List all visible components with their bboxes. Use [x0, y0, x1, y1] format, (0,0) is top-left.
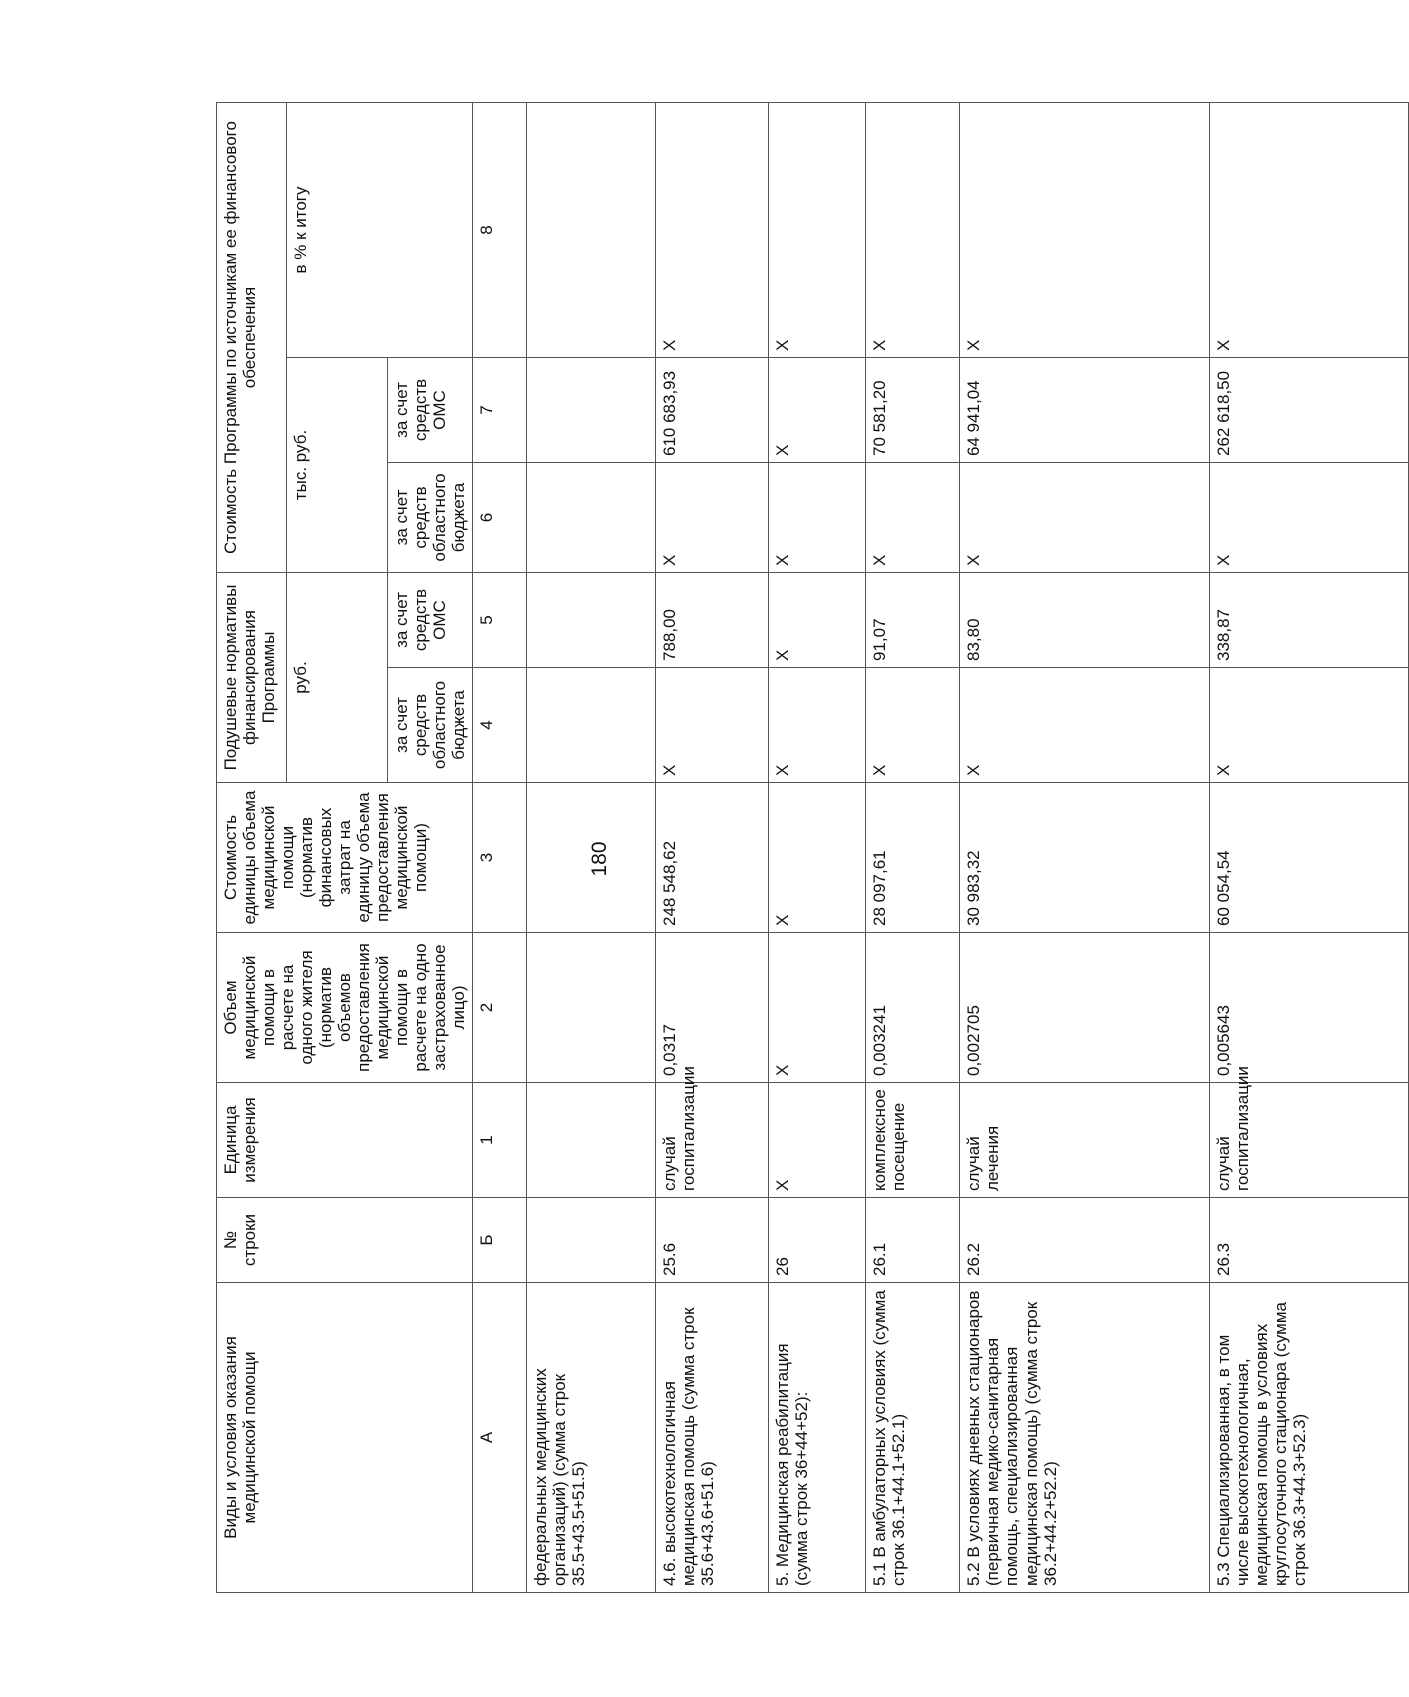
index-cell: А: [473, 1283, 526, 1593]
cell-volume: 0,002705: [960, 933, 1209, 1083]
cell-unit-cost: X: [769, 783, 865, 933]
header-unit-cost: Стоимость единицы объема медицинской помощи (норматив финансовых затрат на единицу объема предоставления медицинской помощи): [217, 783, 473, 933]
index-cell: 6: [473, 463, 526, 573]
cell-cost-oms: 70 581,20: [865, 358, 960, 463]
table-header: [217, 102, 473, 1592]
header-program-cost: Стоимость Программы по источникам ее финансового обеспечения: [217, 102, 287, 572]
row-number: 26.3: [1209, 1198, 1409, 1283]
index-cell: 4: [473, 668, 526, 783]
cell-unit-cost: 248 548,62: [656, 783, 769, 933]
cell-norm-budget: X: [865, 668, 960, 783]
cell-cost-oms: 262 618,50: [1209, 358, 1409, 463]
cell-volume: [526, 933, 656, 1083]
table-row: [960, 102, 1209, 1592]
cell-cost-budget: X: [769, 463, 865, 573]
cell-cost-budget: X: [865, 463, 960, 573]
cell-cost-oms: X: [769, 358, 865, 463]
cell-volume: 0,003241: [865, 933, 960, 1083]
row-label: 4.6. высокотехнологичная медицинская помощь (сумма строк 35.6+43.6+51.6): [656, 1283, 769, 1593]
cell-unit-cost: 60 054,54: [1209, 783, 1409, 933]
cell-percent: X: [1209, 102, 1409, 357]
header-per-capita-norms: Подушевые нормативы финансирования Программы: [217, 573, 287, 783]
page-number: 180: [588, 841, 611, 877]
cell-norm-oms: [526, 573, 656, 668]
cell-unit: X: [769, 1083, 865, 1198]
cell-unit: случай госпитализации: [1209, 1083, 1409, 1198]
cell-cost-oms: [526, 358, 656, 463]
cell-cost-budget: X: [960, 463, 1209, 573]
header-unit-thous-rub: тыс. руб.: [287, 358, 388, 573]
cell-unit-cost: [526, 783, 656, 933]
index-cell: 3: [473, 783, 526, 933]
cell-norm-oms: 91,07: [865, 573, 960, 668]
header-kinds: Виды и условия оказания медицинской помощи: [217, 1283, 473, 1593]
header-cost-regional-budget: за счет средств областного бюджета: [388, 463, 473, 573]
index-cell: 1: [473, 1083, 526, 1198]
header-cost-oms: за счет средств ОМС: [388, 358, 473, 463]
cell-norm-oms: 83,80: [960, 573, 1209, 668]
row-label: 5.2 В условиях дневных стационаров (первичная медико-санитарная помощь, специализированная медицинская помощь) (сумма строк 36.2+44.2+52.2): [960, 1283, 1209, 1593]
column-index-row: [473, 102, 526, 1592]
cell-unit: случай лечения: [960, 1083, 1209, 1198]
header-row-number: № строки: [217, 1198, 473, 1283]
cell-norm-budget: X: [656, 668, 769, 783]
table-row: [1209, 102, 1409, 1592]
header-percent-of-total: в % к итогу: [287, 102, 473, 357]
header-unit-rub: руб.: [287, 573, 388, 783]
row-number: 26.2: [960, 1198, 1209, 1283]
cell-norm-oms: X: [769, 573, 865, 668]
cell-unit: случай госпитализации: [656, 1083, 769, 1198]
header-unit: Единица измерения: [217, 1083, 473, 1198]
cell-volume: X: [769, 933, 865, 1083]
cell-cost-oms: 610 683,93: [656, 358, 769, 463]
cell-percent: X: [865, 102, 960, 357]
row-number: 26.1: [865, 1198, 960, 1283]
row-label: 5.3 Специализированная, в том числе высокотехнологичная, медицинская помощь в условиях круглосуточного стационара (сумма строк 36.3+44.3+52.3): [1209, 1283, 1409, 1593]
financing-table: [216, 102, 1409, 1593]
cell-unit-cost: 28 097,61: [865, 783, 960, 933]
cell-cost-budget: [526, 463, 656, 573]
cell-unit: комплексное посещение: [865, 1083, 960, 1198]
cell-norm-budget: X: [960, 668, 1209, 783]
header-volume: Объем медицинской помощи в расчете на одного жителя (норматив объемов предоставления медицинской помощи в расчете на одно застрахованное лицо): [217, 933, 473, 1083]
header-norm-regional-budget: за счет средств областного бюджета: [388, 668, 473, 783]
cell-percent: X: [960, 102, 1209, 357]
cell-norm-oms: 338,87: [1209, 573, 1409, 668]
cell-volume: 0,0317: [656, 933, 769, 1083]
table-row: [656, 102, 769, 1592]
cell-cost-budget: X: [656, 463, 769, 573]
index-cell: 7: [473, 358, 526, 463]
cell-norm-oms: 788,00: [656, 573, 769, 668]
index-cell: 5: [473, 573, 526, 668]
cell-percent: X: [656, 102, 769, 357]
row-number: 25.6: [656, 1198, 769, 1283]
table-row: [865, 102, 960, 1592]
rotated-table-container: [216, 103, 1336, 1593]
cell-unit-cost: 30 983,32: [960, 783, 1209, 933]
table-body: [473, 102, 1409, 1592]
index-cell: 2: [473, 933, 526, 1083]
header-norm-oms: за счет средств ОМС: [388, 573, 473, 668]
cell-norm-budget: X: [769, 668, 865, 783]
table-row: [769, 102, 865, 1592]
index-cell: Б: [473, 1198, 526, 1283]
cell-norm-budget: X: [1209, 668, 1409, 783]
cell-unit: [526, 1083, 656, 1198]
row-label: федеральных медицинских организаций) (сумма строк 35.5+43.5+51.5): [526, 1283, 656, 1593]
index-cell: 8: [473, 102, 526, 357]
cell-cost-budget: X: [1209, 463, 1409, 573]
cell-volume: 0,005643: [1209, 933, 1409, 1083]
cell-cost-oms: 64 941,04: [960, 358, 1209, 463]
table-row: [526, 102, 656, 1592]
row-number: [526, 1198, 656, 1283]
row-label: 5.1 В амбулаторных условиях (сумма строк 36.1+44.1+52.1): [865, 1283, 960, 1593]
cell-percent: X: [769, 102, 865, 357]
cell-percent: [526, 102, 656, 357]
row-label: 5. Медицинская реабилитация (сумма строк 36+44+52):: [769, 1283, 865, 1593]
cell-norm-budget: [526, 668, 656, 783]
row-number: 26: [769, 1198, 865, 1283]
